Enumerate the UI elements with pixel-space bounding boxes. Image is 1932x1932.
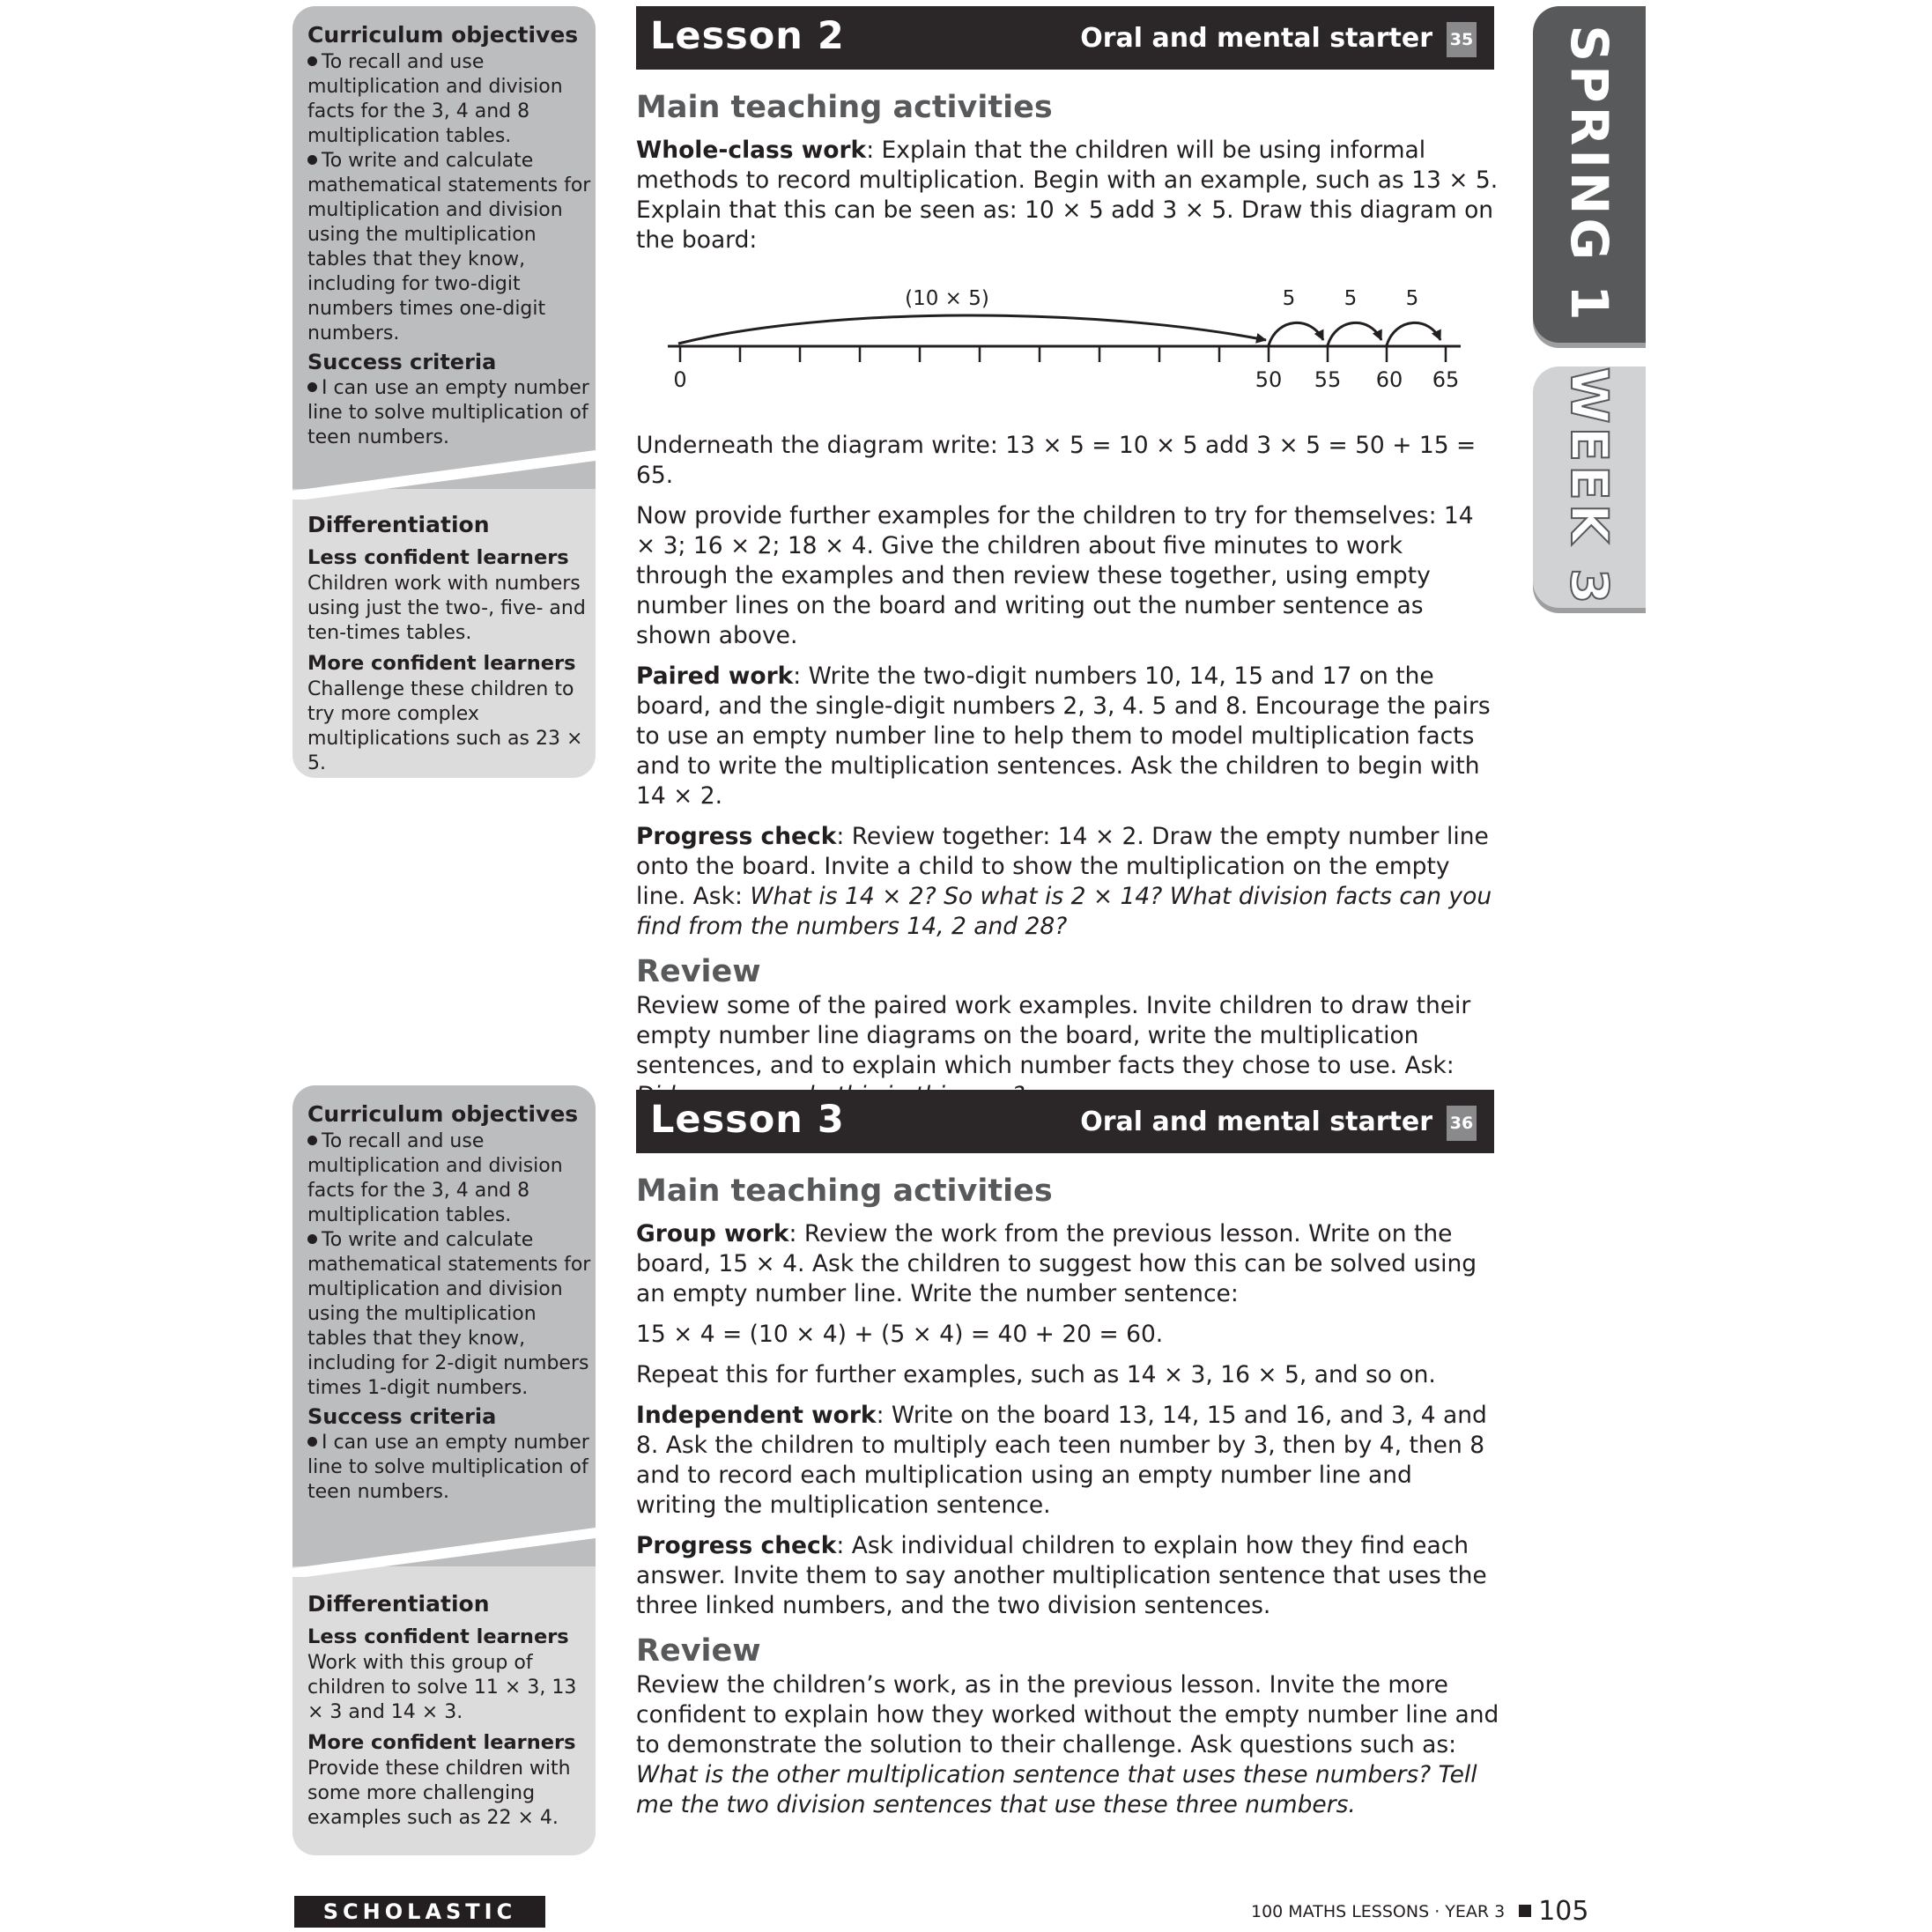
curriculum-heading: Curriculum objectives <box>307 22 579 48</box>
bullet-icon <box>307 1136 317 1145</box>
bullet-icon <box>307 56 317 66</box>
square-icon <box>1519 1905 1531 1917</box>
lesson2-main-text <box>636 88 1499 266</box>
objective-2: To write and calculate mathematical statements for multiplication and division using the multiplication tables that they know, including for 2-digit numbers times 1-digit numbers. <box>307 1229 591 1399</box>
differentiation-heading: Differentiation <box>307 512 490 537</box>
whole-class-paragraph: Whole-class work: Explain that the children will be using informal methods to record multiplication. Begin with an example, such as 13 × 5. Explain that this can be seen as: 10 × 5 add 3 × 5. Draw this diagram on the board: <box>636 137 1499 254</box>
more-confident-heading: More confident learners <box>307 1731 576 1754</box>
book-title: 100 MATHS LESSONS · YEAR 3 <box>1251 1902 1506 1921</box>
less-confident-text: Work with this group of children to solve 11 × 3, 13 × 3 and 14 × 3. <box>307 1652 577 1723</box>
review-heading: Review <box>636 954 761 989</box>
objective-2: To write and calculate mathematical statements for multiplication and division using the multiplication tables that they know, including for two-digit numbers times one-digit numbers. <box>307 150 591 344</box>
review-paragraph: Review some of the paired work examples. Invite children to draw their empty number line diagrams on the board, write the multiplication sentences, and to explain which number facts they chose to use. Ask: <box>636 992 1471 1079</box>
repeat-paragraph: Repeat this for further examples, such as 14 × 3, 16 × 5, and so on. <box>636 1361 1436 1388</box>
tick-label: 50 <box>1255 367 1283 392</box>
lesson-title: Lesson 2 <box>650 14 845 58</box>
jump-label-5: 5 <box>1344 287 1358 310</box>
bullet-icon <box>307 1234 317 1244</box>
underneath-paragraph: Underneath the diagram write: 13 × 5 = 10 × 5 add 3 × 5 = 50 + 15 = 65. <box>636 432 1477 489</box>
footer-book-info <box>1251 1894 1588 1929</box>
objective-1: To recall and use multiplication and division facts for the 3, 4 and 8 multiplication tables. <box>307 1130 563 1226</box>
starter-number-badge: 35 <box>1447 22 1477 57</box>
starter-label: Oral and mental starter <box>1080 23 1432 54</box>
panel-divider <box>292 1524 596 1577</box>
lesson2-sidebar <box>292 6 596 778</box>
page-number: 105 <box>1538 1896 1589 1927</box>
success-criterion: I can use an empty number line to solve multiplication of teen numbers. <box>307 1432 589 1503</box>
lesson3-header-bar <box>636 1090 1494 1153</box>
progress-check-paragraph: Progress check: Ask individual children to explain how they find each answer. Invite them to say another multiplication sentence that uses the three linked numbers, and the two division sentences. <box>636 1532 1487 1619</box>
less-confident-heading: Less confident learners <box>307 1625 569 1648</box>
group-work-paragraph: Group work: Review the work from the previous lesson. Write on the board, 15 × 4. Ask the children to suggest how this can be solved using an empty number line. Write the number sentence: <box>636 1220 1477 1307</box>
number-line-diagram <box>652 280 1480 398</box>
tick-label: 0 <box>673 367 687 392</box>
small-jump-arc <box>1387 322 1440 345</box>
success-criterion: I can use an empty number line to solve multiplication of teen numbers. <box>307 377 589 448</box>
term-tab <box>1533 6 1646 343</box>
tick-marks <box>680 346 1446 362</box>
bullet-icon <box>307 382 317 392</box>
term-label: SPRING 1 <box>1559 25 1619 324</box>
tick-label: 55 <box>1314 367 1342 392</box>
jump-label-5: 5 <box>1405 287 1419 310</box>
lesson3-main-text <box>636 1172 1499 1831</box>
number-sentence: 15 × 4 = (10 × 4) + (5 × 4) = 40 + 20 = 60. <box>636 1321 1164 1348</box>
small-jump-arc <box>1328 322 1381 345</box>
independent-work-paragraph: Independent work: Write on the board 13, 14, 15 and 16, and 3, 4 and 8. Ask the children to multiply each teen number by 3, then by 4, then 8 and to record each multiplication using an empty number line and writing the multiplication sentence. <box>636 1402 1487 1519</box>
lesson2-header-bar <box>636 6 1494 70</box>
panel-divider <box>292 447 596 500</box>
bullet-icon <box>307 155 317 165</box>
success-heading: Success criteria <box>307 1404 497 1429</box>
progress-check-paragraph: Progress check: Review together: 14 × 2. Draw the empty number line onto the board. Invite a child to show the multiplication on the empty line. Ask: What is 14 × 2? So what is 2 × 14? What division facts can you find from the numbers 14, 2 and 28? <box>636 823 1492 940</box>
week-tab <box>1533 366 1646 608</box>
more-confident-text: Provide these children with some more challenging examples such as 22 × 4. <box>307 1758 571 1829</box>
lesson-title: Lesson 3 <box>650 1098 845 1142</box>
week-label: WEEK 3 <box>1559 366 1619 608</box>
main-teaching-heading: Main teaching activities <box>636 90 1053 125</box>
success-heading: Success criteria <box>307 350 497 374</box>
more-confident-text: Challenge these children to try more complex multiplications such as 23 × 5. <box>307 678 583 774</box>
jump-label-5: 5 <box>1282 287 1296 310</box>
bullet-icon <box>307 1437 317 1447</box>
small-jump-arc <box>1269 322 1323 345</box>
jump-label-10x5: (10 × 5) <box>905 287 989 310</box>
more-confident-heading: More confident learners <box>307 652 576 675</box>
further-examples-paragraph: Now provide further examples for the children to try for themselves: 14 × 3; 16 × 2; 18 × 4. Give the children about five minutes to work through the examples and then review these together, using empty number lines on the board and writing out the number sentence as shown above. <box>636 502 1474 649</box>
starter-label: Oral and mental starter <box>1080 1107 1432 1137</box>
review-paragraph: Review the children’s work, as in the previous lesson. Invite the more confident to explain how they worked without the empty number line and to demonstrate the solution to their challenge. Ask questions such as: What is the other multiplication sentence that uses these numbers? Tell me the two division sentences that use these three numbers. <box>636 1671 1499 1818</box>
publisher-logo: SCHOLASTIC <box>294 1896 545 1928</box>
starter-number-badge: 36 <box>1447 1106 1477 1141</box>
lesson3-sidebar <box>292 1085 596 1855</box>
curriculum-heading: Curriculum objectives <box>307 1101 579 1127</box>
big-jump-arc <box>678 315 1266 344</box>
objective-1: To recall and use multiplication and division facts for the 3, 4 and 8 multiplication tables. <box>307 51 563 147</box>
lesson2-main-text-continued <box>636 431 1499 1121</box>
tick-label: 60 <box>1375 367 1403 392</box>
tick-label: 65 <box>1432 367 1460 392</box>
less-confident-text: Children work with numbers using just the two-, five- and ten-times tables. <box>307 573 586 644</box>
paired-work-paragraph: Paired work: Write the two-digit numbers 10, 14, 15 and 17 on the board, and the single-digit numbers 2, 3, 4. 5 and 8. Encourage the pairs to use an empty number line to help them to model multiplication facts and to write the multiplication sentences. Ask the children to begin with 14 × 2. <box>636 663 1491 810</box>
review-heading: Review <box>636 1633 761 1669</box>
less-confident-heading: Less confident learners <box>307 546 569 569</box>
differentiation-heading: Differentiation <box>307 1591 490 1617</box>
main-teaching-heading: Main teaching activities <box>636 1173 1053 1209</box>
